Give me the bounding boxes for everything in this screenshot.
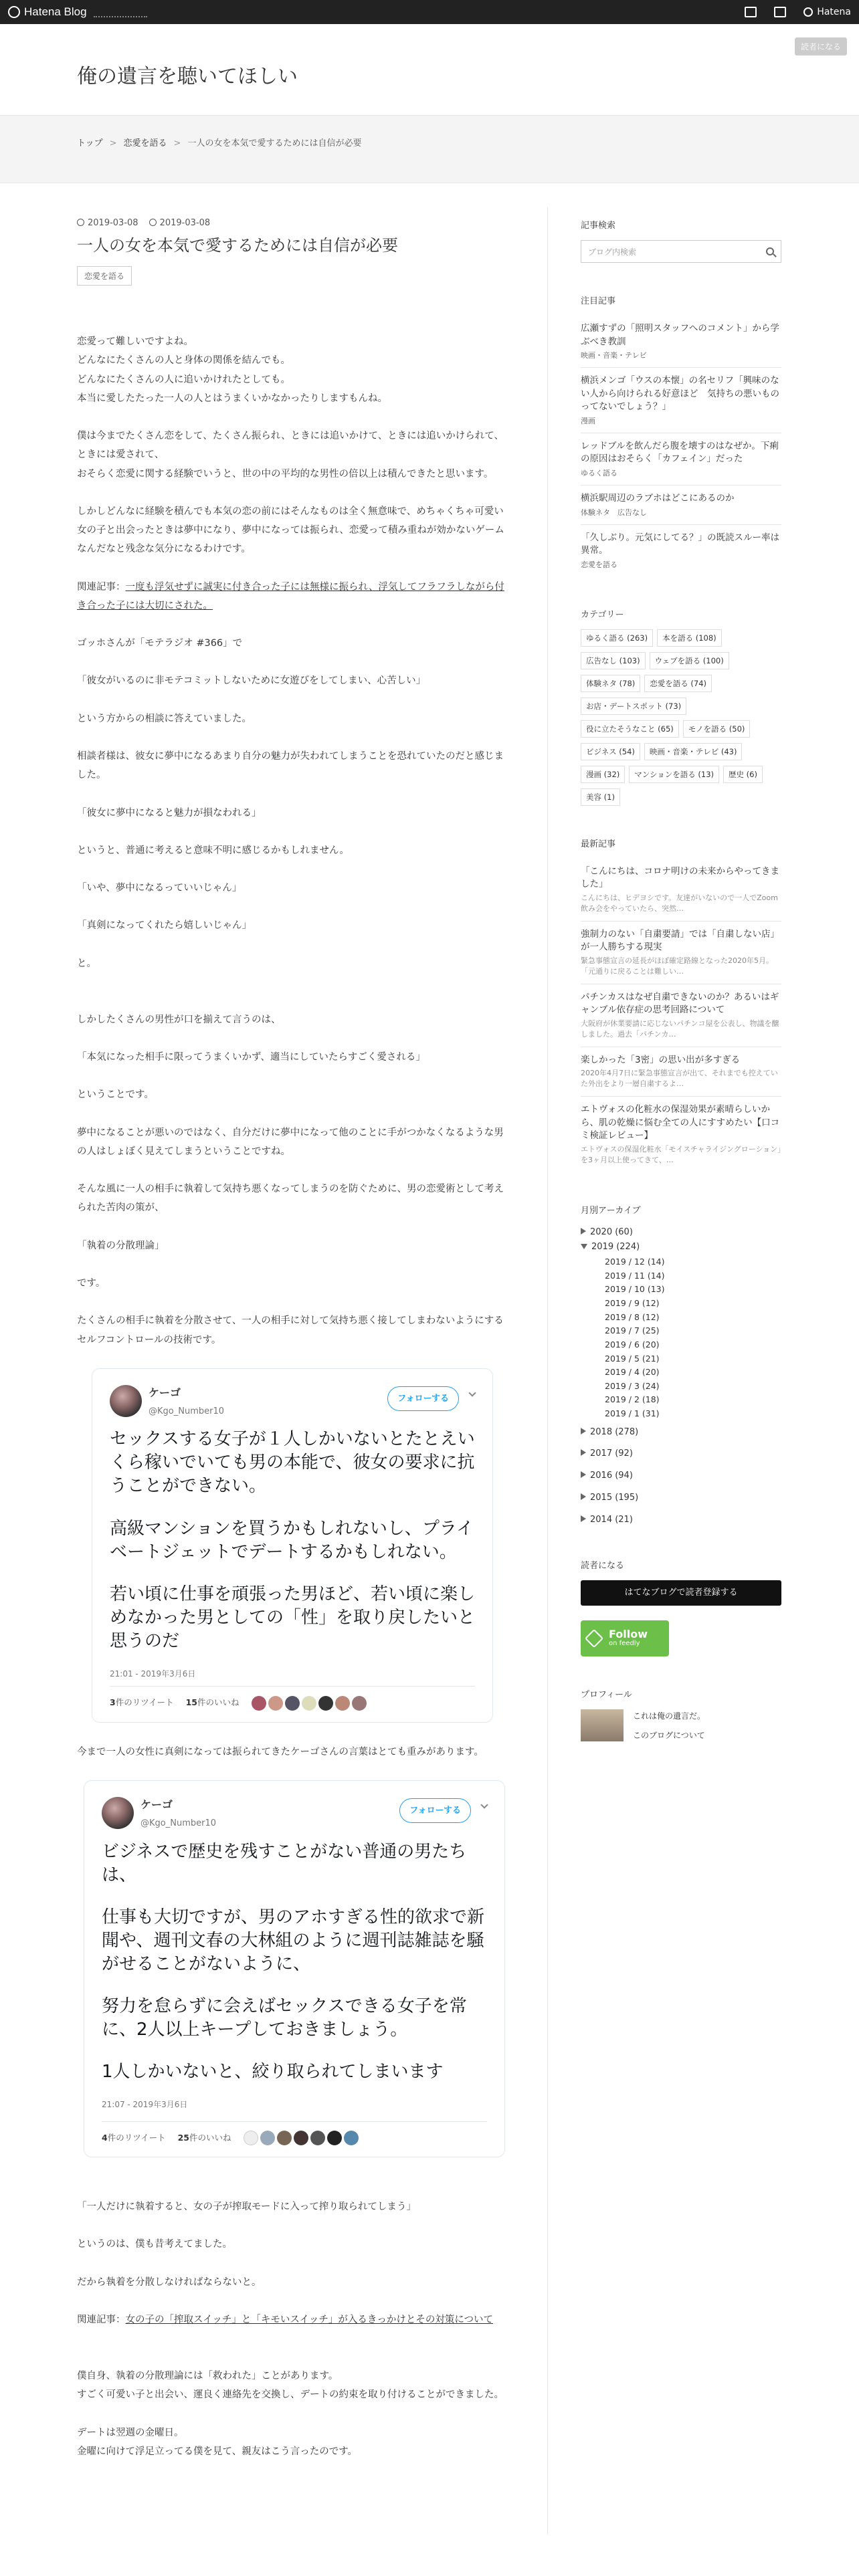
list-item[interactable]: 楽しかった「3密」の思い出が多すぎる 2020年4月7日に緊急事態宣言が出て、それまでも控えていた外出をより一層自粛するよ…	[581, 1047, 781, 1097]
entry-title[interactable]: 一人の女を本気で愛するためには自信が必要	[77, 236, 398, 255]
module-title: 読者になる	[581, 1561, 625, 1572]
category-item[interactable]: 本を語る (108)	[657, 629, 722, 647]
featured-module	[581, 294, 781, 576]
search-module	[581, 218, 781, 263]
module-title: 最新記事	[581, 839, 616, 849]
liker-avatars	[252, 1696, 367, 1711]
paragraph: 僕自身、執着の分散理論には「救われた」ことがあります。 すごく可愛い子と出会い、運良く連絡先を交換し、デートの約束を取り付けることができました。	[77, 2371, 504, 2401]
archive-month[interactable]: 2019 / 9 (12)	[605, 1298, 660, 1308]
module-title: 月別アーカイブ	[581, 1205, 641, 1216]
category-list	[581, 629, 781, 806]
paragraph: しかしどんなに経験を積んでも本気の恋の前にはそんなものは全く無意味で、めちゃくちゃ可愛い女の子と出会ったときは夢中になり、夢中になっては振られ、恋愛って積み重ねが効かないゲームなんだなと残念な気分になるわけです。	[77, 506, 504, 555]
archive-month[interactable]: 2019 / 1 (31)	[605, 1408, 660, 1418]
tweet-author[interactable]: ケーゴ	[140, 1798, 173, 1812]
global-bar	[0, 0, 859, 24]
archive-year[interactable]: 2017 (92)	[581, 1446, 781, 1462]
related-article-2-link[interactable]: 女の子の「搾取スイッチ」と「キモいスイッチ」が入るきっかけとその対策について	[125, 2314, 494, 2325]
expand-icon[interactable]	[581, 1493, 586, 1500]
paragraph: というのは、僕も昔考えてました。	[77, 2239, 232, 2250]
chevron-down-icon[interactable]	[480, 1801, 488, 1808]
paragraph: 「彼女に夢中になると魅力が損なわれる」	[77, 807, 262, 819]
list-item[interactable]: レッドブルを飲んだら腹を壊すのはなぜか。下痢の原因はおそらく「カフェイン」だった ゆるく語る	[581, 433, 781, 486]
collapse-icon[interactable]	[581, 1244, 587, 1249]
paragraph: たくさんの相手に執着を分散させて、一人の相手に対して気持ち悪く接してしまわないようにするセルフコントロールの技術です。	[77, 1315, 504, 1346]
feedly-follow-button[interactable]: Follow on feedly	[581, 1620, 669, 1656]
refresh-icon	[149, 219, 157, 226]
module-title: カテゴリー	[581, 609, 624, 620]
reader-module	[581, 1558, 781, 1656]
expand-icon[interactable]	[581, 1471, 586, 1478]
paragraph: ということです。	[77, 1089, 154, 1101]
profile-module	[581, 1687, 781, 1741]
category-item[interactable]: 広告なし (103)	[581, 652, 646, 669]
list-item[interactable]: 横浜メンゴ「ウスの本懐」の名セリフ「興味のない人から向けられる好意ほど 気持ちの悪いものってないでしょう？」 漫画	[581, 368, 781, 433]
dashboard-icon[interactable]	[774, 7, 786, 17]
category-item[interactable]: 美容 (1)	[581, 788, 620, 806]
breadcrumb: トップ > 恋愛を語る > 一人の女を本気で愛するためには自信が必要	[77, 138, 362, 148]
blog-title[interactable]: 俺の遺言を聴いてほしい	[77, 65, 298, 88]
entry-category[interactable]: 恋愛を語る	[77, 266, 132, 286]
related-article-2: 関連記事：女の子の「搾取スイッチ」と「キモいスイッチ」が入るきっかけとその対策について	[77, 2314, 494, 2325]
paragraph: しかしたくさんの男性が口を揃えて言うのは、	[77, 1014, 281, 1025]
module-title: 記事検索	[581, 221, 616, 231]
category-item[interactable]: 漫画 (32)	[581, 766, 625, 783]
category-item[interactable]: 映画・音楽・テレビ (43)	[644, 743, 743, 760]
avatar[interactable]	[102, 1797, 134, 1829]
breadcrumb-current: 一人の女を本気で愛するためには自信が必要	[187, 138, 362, 148]
paragraph: ゴッホさんが「モテラジオ #366」で	[77, 638, 243, 649]
category-item[interactable]: 体験ネタ (78)	[581, 675, 640, 692]
tweet-stats	[102, 2122, 487, 2146]
tweet-stats	[110, 1686, 475, 1711]
expand-icon[interactable]	[581, 1428, 586, 1434]
category-module	[581, 607, 781, 806]
entry-dates	[77, 218, 508, 228]
paragraph: 今まで一人の女性に真剣になっては振られてきたケーゴさんの言葉はとても重みがあります。	[77, 1746, 484, 1757]
paragraph: です。	[77, 1277, 106, 1289]
category-item[interactable]: ゆるく語る (263)	[581, 629, 653, 647]
list-item[interactable]: エトヴォスの化粧水の保湿効果が素晴らしいから、肌の乾燥に悩む全ての人にすすめたい【口コミ検証レビュー】 エトヴォスの保湿化粧水「モイスチャライジングローション」を3ヶ月以上使ってきて、…	[581, 1104, 781, 1164]
archive-months	[581, 1255, 781, 1421]
sidebar	[581, 218, 781, 1772]
hatena-logo-icon	[8, 6, 20, 18]
tweet-handle[interactable]: @Kgo_Number10	[140, 1818, 216, 1829]
updated-date: 2019-03-08	[149, 218, 211, 228]
sidebar-divider	[547, 207, 548, 2535]
related-article-1-link[interactable]: 一度も浮気せずに誠実に付き合った子には無様に振られ、浮気してフラフラしながら付き合った子には大切にされた。	[77, 581, 504, 611]
edit-icon[interactable]	[745, 7, 757, 17]
paragraph: という方からの相談に答えていました。	[77, 713, 252, 724]
paragraph: 「執着の分散理論」	[77, 1240, 165, 1251]
archive-month[interactable]: 2019 / 10 (13)	[605, 1284, 665, 1295]
archive-list	[581, 1225, 781, 1528]
archive-month[interactable]: 2019 / 11 (14)	[605, 1270, 665, 1281]
paragraph: 「本気になった相手に限ってうまくいかず、適当にしていたらすごく愛される」	[77, 1052, 425, 1063]
user-menu[interactable]	[94, 7, 147, 17]
avatar[interactable]	[581, 1709, 624, 1741]
breadcrumb-top[interactable]: トップ	[77, 138, 103, 148]
list-item[interactable]: 強制力のない「自粛要請」では「自粛しない店」が一人勝ちする現実 緊急事態宣言の延長がほぼ確定路線となった2020年5月。「元通りに戻ることは難しい…	[581, 922, 781, 984]
subscribe-hatena-button[interactable]: はてなブログで読者登録する	[581, 1580, 781, 1606]
hatena-menu[interactable]: Hatena	[803, 7, 851, 17]
hatena-icon	[803, 7, 813, 17]
follow-button[interactable]: フォローする	[387, 1386, 459, 1411]
paragraph: 僕は今までたくさん恋をして、たくさん振られ、ときには追いかけて、ときには追いかけられて、ときには愛されて、 おそらく恋愛に関する経験でいうと、世の中の平均的な男性の倍以上は積んできたと思います。	[77, 431, 504, 479]
related-article-1: 関連記事：一度も浮気せずに誠実に付き合った子には無様に振られ、浮気してフラフラしながら付き合った子には大切にされた。	[77, 581, 504, 611]
archive-module	[581, 1203, 781, 1528]
paragraph: 相談者様は、彼女に夢中になるあまり自分の魅力が失われてしまうことを恐れていたのだと感じました。	[77, 750, 504, 781]
retweet-count[interactable]: 4件のリツイート	[102, 2132, 166, 2143]
article	[77, 218, 508, 2480]
breadcrumb-category[interactable]: 恋愛を語る	[123, 138, 167, 148]
tweet-text: セックスする女子が１人しかいないとたとえいくら稼いでいても男の本能で、彼女の要求に抗うことができない。 高級マンションを買うかもしれないし、プライベートジェットでデートするかもしれない。 若い頃に仕事を頑張った男ほど、若い頃に楽しめなかった男としての「性」を取り戻したいと思うのだ	[110, 1429, 476, 1651]
module-title: プロフィール	[581, 1690, 632, 1701]
chevron-down-icon[interactable]	[468, 1389, 476, 1396]
category-item[interactable]: マンションを語る (13)	[629, 766, 719, 783]
search-input[interactable]: ブログ内検索	[581, 240, 781, 263]
category-item[interactable]: モノを語る (50)	[683, 720, 751, 738]
archive-month[interactable]: 2019 / 12 (14)	[605, 1257, 665, 1267]
recent-module	[581, 837, 781, 1172]
follow-button[interactable]: フォローする	[399, 1798, 471, 1823]
expand-icon[interactable]	[581, 1228, 586, 1235]
like-count[interactable]: 15件のいいね	[185, 1697, 240, 1708]
archive-month[interactable]: 2019 / 7 (25)	[605, 1325, 660, 1336]
hatena-blog-logo[interactable]: Hatena Blog	[8, 5, 87, 19]
like-count[interactable]: 25件のいいね	[177, 2132, 231, 2143]
list-item[interactable]: 「久しぶり。元気にしてる？」の既読スルー率は異常。 恋愛を語る	[581, 532, 779, 569]
paragraph: 「彼女がいるのに非モテコミットしないために女遊びをしてしまい、心苦しい」	[77, 675, 426, 687]
paragraph: 夢中になることが悪いのではなく、自分だけに夢中になって他のことに手がつかなくなるような男の人はしょぼく見えてしまうということですね。	[77, 1127, 504, 1157]
tweet-text: ビジネスで歴史を残すことがない普通の男たちは、 仕事も大切ですが、男のアホすぎる性的欲求で新聞や、週刊文春の大林組のように週刊誌雑誌を騒がせることがないように、 努力を怠らずに会えばセックスできる女子を常に、2人以上キープしておきましょう。 1人しかいないと、絞り取られてしまいます	[102, 1841, 485, 2082]
clock-icon	[77, 219, 84, 226]
archive-year[interactable]: 2014 (21)	[581, 1513, 781, 1528]
profile-description: これは俺の遺言だ。	[633, 1711, 706, 1721]
expand-icon[interactable]	[581, 1449, 586, 1456]
about-blog-link[interactable]: このブログについて	[633, 1730, 705, 1740]
avatar[interactable]	[110, 1385, 142, 1417]
category-item[interactable]: お店・デートスポット (73)	[581, 697, 686, 715]
archive-year[interactable]: 2018 (278)	[581, 1425, 781, 1440]
archive-month[interactable]: 2019 / 3 (24)	[605, 1380, 660, 1391]
list-item[interactable]: パチンカスはなぜ自粛できないのか？あるいはギャンブル依存症の思考回路について 大阪府が休業要請に応じないパチンコ屋を公表し、物議を醸しました。過去「パチンカ…	[581, 984, 781, 1047]
paragraph: 「一人だけに執着すると、女の子が搾取モードに入って搾り取られてしまう」	[77, 2202, 416, 2213]
search-icon[interactable]	[766, 247, 774, 255]
category-item[interactable]: ウェブを語る (100)	[650, 652, 729, 669]
category-item[interactable]: 歴史 (6)	[723, 766, 763, 783]
archive-month[interactable]: 2019 / 6 (20)	[605, 1339, 660, 1350]
embedded-tweet[interactable]	[92, 1368, 493, 1723]
paragraph: というと、普通に考えると意味不明に感じるかもしれません。	[77, 845, 349, 856]
module-title: 注目記事	[581, 296, 616, 306]
paragraph: 恋愛って難しいですよね。 どんなにたくさんの人と身体の関係を結んでも。 どんなにたくさんの人に追いかけれたとしても。 本当に愛したたった一人の人とはうまくいかなかったりしますもんね。	[77, 336, 387, 404]
entry-body	[77, 332, 508, 2461]
expand-icon[interactable]	[581, 1515, 586, 1522]
subscribe-button[interactable]: 読者になる	[795, 37, 847, 56]
category-item[interactable]: 恋愛を語る (74)	[644, 675, 712, 692]
archive-year[interactable]: 2016 (94)	[581, 1469, 781, 1484]
retweet-count[interactable]: 3件のリツイート	[110, 1697, 174, 1708]
paragraph: 「真剣になってくれたら嬉しいじゃん」	[77, 920, 252, 932]
paragraph: デートは翌週の金曜日。 金曜に向けて浮足立ってる僕を見て、親友はこう言ったのです。	[77, 2427, 358, 2457]
tweet-author[interactable]: ケーゴ	[149, 1386, 181, 1399]
list-item[interactable]: 横浜駅周辺のラブホはどこにあるのか 体験ネタ 広告なし	[581, 486, 781, 525]
tweet-handle[interactable]: @Kgo_Number10	[149, 1406, 224, 1416]
blog-header	[0, 24, 859, 115]
list-item[interactable]: 広瀬すずの「照明スタッフへのコメント」から学ぶべき教訓 映画・音楽・テレビ	[581, 316, 781, 368]
archive-month[interactable]: 2019 / 4 (20)	[605, 1367, 660, 1378]
category-item[interactable]: 役に立たそうなこと (65)	[581, 720, 679, 738]
archive-month[interactable]: 2019 / 8 (12)	[605, 1311, 660, 1322]
embedded-tweet[interactable]	[84, 1780, 505, 2157]
archive-year[interactable]: 2015 (195)	[581, 1491, 781, 1506]
paragraph: 「いや、夢中になるっていいじゃん」	[77, 883, 242, 894]
paragraph: だから執着を分散しなければならないと。	[77, 2276, 262, 2288]
tweet-timestamp[interactable]: 21:01 - 2019年3月6日	[110, 1669, 196, 1679]
archive-month[interactable]: 2019 / 5 (21)	[605, 1353, 660, 1364]
archive-year[interactable]: 2020 (60)	[581, 1225, 781, 1241]
liker-avatars	[244, 2131, 359, 2145]
feedly-icon	[585, 1629, 603, 1648]
paragraph: そんな風に一人の相手に執着して気持ち悪くなってしまうのを防ぐために、男の恋愛術として考えられた苦肉の策が、	[77, 1184, 504, 1214]
paragraph: と。	[77, 958, 96, 969]
tweet-timestamp[interactable]: 21:07 - 2019年3月6日	[102, 2097, 487, 2121]
category-item[interactable]: ビジネス (54)	[581, 743, 640, 760]
archive-year[interactable]: 2019 (224)	[581, 1240, 781, 1255]
archive-month[interactable]: 2019 / 2 (18)	[605, 1394, 660, 1405]
list-item[interactable]: 「こんにちは、コロナ明けの未来からやってきました」 こんにちは、ヒデヨシです。友達がいないので一人でZoom飲み会をやっていたら、突然…	[581, 859, 781, 922]
published-date: 2019-03-08	[77, 218, 138, 228]
breadcrumb-band	[0, 115, 859, 183]
